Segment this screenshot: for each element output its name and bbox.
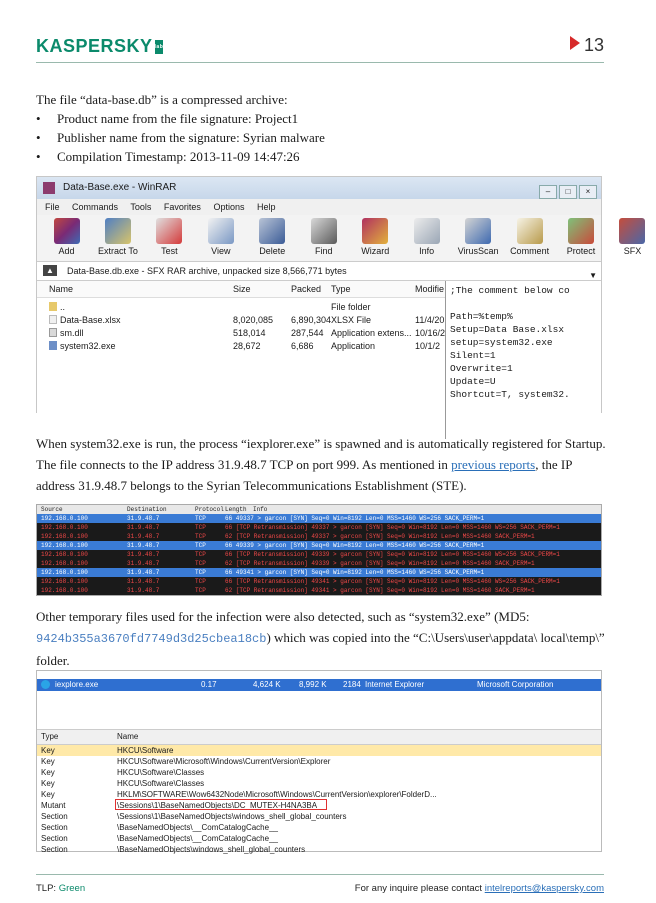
delete-button[interactable]: Delete — [249, 215, 296, 256]
handle-row[interactable] — [37, 745, 601, 756]
page-number — [570, 35, 604, 56]
packet-proto: TCP — [195, 515, 206, 522]
virusscan-icon — [465, 218, 491, 244]
handle-name: HKCU\Software\Classes — [117, 779, 205, 788]
test-icon — [156, 218, 182, 244]
col-modified[interactable]: Modifie — [415, 284, 445, 294]
minimize-icon[interactable]: – — [539, 185, 557, 199]
packet-proto: TCP — [195, 524, 206, 531]
handle-row[interactable] — [37, 811, 601, 822]
packet-dst: 31.9.48.7 — [127, 542, 160, 549]
find-icon — [311, 218, 337, 244]
process-list — [37, 671, 601, 730]
table-row[interactable]: .. File folder — [37, 301, 445, 314]
packet-row[interactable] — [37, 586, 601, 595]
maximize-icon[interactable]: □ — [559, 185, 577, 199]
close-icon[interactable]: × — [579, 185, 597, 199]
page-arrow-icon — [570, 36, 580, 50]
intro-lead: The file “data-base.db” is a compressed archive: — [36, 92, 288, 107]
packet-capture-screenshot — [36, 504, 602, 596]
handle-type: Key — [41, 779, 55, 788]
handle-type: Section — [41, 845, 68, 854]
menu-favorites[interactable]: Favorites — [163, 202, 201, 212]
handle-name: HKCU\Software\Classes — [117, 768, 205, 777]
handle-name: \BaseNamedObjects\__ComCatalogCache__ — [117, 834, 278, 843]
test-button[interactable]: Test — [146, 215, 193, 256]
capture-header: Source Destination Protocol Length Info — [37, 505, 601, 514]
kaspersky-logo — [36, 36, 163, 57]
packet-info: 66 49339 > garcon [SYN] Seq=0 Win=8192 Len=0 MSS=1460 WS=256 SACK_PERM=1 — [225, 542, 485, 549]
packet-info: 66 [TCP Retransmission] 49341 > garcon [SYN] Seq=0 Win=8192 Len=0 MSS=1460 WS=256 SACK_PERM=1 — [225, 578, 560, 585]
col-type[interactable]: Type — [331, 284, 351, 294]
up-folder-icon[interactable]: ▲ — [43, 265, 57, 276]
ie-icon — [41, 680, 50, 689]
packet-row[interactable] — [37, 568, 601, 577]
footer-contact: For any inquire please contact intelreports@kaspersky.com — [354, 883, 604, 894]
packet-src: 192.168.0.100 — [41, 587, 88, 594]
handle-row[interactable] — [37, 844, 601, 855]
window-controls — [537, 181, 597, 203]
table-row[interactable]: Data-Base.xlsx 8,020,085 6,890,304 XLSX File 11/4/20 — [37, 314, 445, 327]
packet-row[interactable] — [37, 559, 601, 568]
handle-type: Section — [41, 812, 68, 821]
packet-src: 192.168.0.100 — [41, 524, 88, 531]
protect-icon — [568, 218, 594, 244]
handle-row[interactable] — [37, 833, 601, 844]
packet-info: 66 49337 > garcon [SYN] Seq=0 Win=8192 Len=0 MSS=1460 WS=256 SACK_PERM=1 — [225, 515, 485, 522]
extract-to-button[interactable]: Extract To — [94, 215, 141, 256]
filelist-header — [37, 281, 445, 298]
find-button[interactable]: Find — [300, 215, 347, 256]
file-icon — [49, 315, 57, 324]
packet-dst: 31.9.48.7 — [127, 560, 160, 567]
col-name[interactable]: Name — [117, 732, 139, 741]
temp-files-paragraph: Other temporary files used for the infection were also detected, such as “system32.exe” (MD5: 9424b355a3670fd7749d3d25cbea18cb) which was copied into the “C:\Users\user\appdata\ local\temp\” folder. — [36, 609, 605, 668]
bullet-item: • Compilation Timestamp: 2013-11-09 14:47:26 — [36, 147, 608, 166]
packet-proto: TCP — [195, 587, 206, 594]
packet-dst: 31.9.48.7 — [127, 533, 160, 540]
packet-src: 192.168.0.100 — [41, 569, 88, 576]
packet-row[interactable] — [37, 532, 601, 541]
col-name[interactable]: Name — [49, 284, 74, 294]
wizard-icon — [362, 218, 388, 244]
handle-name: \BaseNamedObjects\__ComCatalogCache__ — [117, 823, 278, 832]
packet-info: 66 49341 > garcon [SYN] Seq=0 Win=8192 Len=0 MSS=1460 WS=256 SACK_PERM=1 — [225, 569, 485, 576]
packet-dst: 31.9.48.7 — [127, 524, 160, 531]
packet-src: 192.168.0.100 — [41, 533, 88, 540]
winrar-titlebar — [37, 177, 601, 199]
handle-name: HKLM\SOFTWARE\Wow6432Node\Microsoft\Windows\CurrentVersion\explorer\FolderD... — [117, 790, 437, 799]
md5-hash: 9424b355a3670fd7749d3d25cbea18cb — [36, 632, 267, 646]
handle-type: Section — [41, 823, 68, 832]
sfx-button[interactable]: SFX — [609, 215, 656, 256]
packet-proto: TCP — [195, 569, 206, 576]
handles-rows — [37, 745, 601, 855]
handle-type: Key — [41, 746, 55, 755]
handle-name: \BaseNamedObjects\windows_shell_global_counters — [117, 845, 306, 854]
chevron-down-icon[interactable]: ▼ — [589, 271, 597, 280]
handles-header — [37, 730, 601, 745]
winrar-screenshot — [36, 176, 642, 413]
handle-row[interactable] — [37, 767, 601, 778]
winrar-app-icon — [43, 182, 55, 194]
menu-options[interactable]: Options — [213, 202, 245, 212]
process-row-iexplore[interactable]: iexplore.exe 0.17 4,624 K 8,992 K 2184 Internet Explorer Microsoft Corporation — [37, 679, 601, 691]
packet-row[interactable] — [37, 577, 601, 586]
process-explorer-screenshot — [36, 670, 602, 852]
packet-src: 192.168.0.100 — [41, 551, 88, 558]
virusscan-button[interactable]: VirusScan — [455, 215, 502, 256]
sfx-icon — [619, 218, 645, 244]
packet-proto: TCP — [195, 560, 206, 567]
add-button[interactable]: Add — [43, 215, 90, 256]
logo-text: KASPERSKY — [36, 36, 153, 56]
packet-row[interactable] — [37, 523, 601, 532]
logo-badge: lab — [155, 40, 163, 54]
filelist-rows — [37, 298, 445, 353]
handle-type: Key — [41, 790, 55, 799]
folder-icon — [49, 302, 57, 311]
packet-dst: 31.9.48.7 — [127, 515, 160, 522]
packet-proto: TCP — [195, 533, 206, 540]
winrar-title: Data-Base.exe - WinRAR — [63, 182, 177, 193]
packet-info: 62 [TCP Retransmission] 49341 > garcon [SYN] Seq=0 Win=8192 Len=0 MSS=1460 SACK_PERM=1 — [225, 587, 535, 594]
winrar-toolbar — [37, 215, 642, 262]
menu-file[interactable]: File — [45, 202, 60, 212]
capture-rows — [37, 514, 601, 595]
handle-name: HKCU\Software\Microsoft\Windows\CurrentVersion\Explorer — [117, 757, 331, 766]
intro-bullets — [36, 109, 608, 166]
handle-row[interactable] — [37, 822, 601, 833]
comment-button[interactable]: Comment — [506, 215, 553, 256]
packet-src: 192.168.0.100 — [41, 560, 88, 567]
contact-email-link[interactable]: intelreports@kaspersky.com — [484, 883, 604, 894]
execution-paragraph: When system32.exe is run, the process “iexplorer.exe” is spawned and is automatically registered for Startup. The file connects to the IP address 31.9.48.7 TCP on port 999. As mentioned in previous reports, the IP address 31.9.48.7 belongs to the Syrian Telecommunications Establishment (STE). — [36, 436, 606, 493]
winrar-menubar — [37, 199, 601, 215]
packet-src: 192.168.0.100 — [41, 542, 88, 549]
footer — [36, 883, 604, 894]
exe-icon — [49, 341, 57, 350]
packet-info: 62 [TCP Retransmission] 49337 > garcon [SYN] Seq=0 Win=8192 Len=0 MSS=1460 SACK_PERM=1 — [225, 533, 535, 540]
tlp-value: Green — [58, 883, 86, 894]
table-row[interactable]: sm.dll 518,014 287,544 Application extens... 10/16/2 — [37, 327, 445, 340]
handle-type: Key — [41, 768, 55, 777]
protect-button[interactable]: Protect — [558, 215, 605, 256]
view-button[interactable]: View — [197, 215, 244, 256]
tlp-label: TLP: — [36, 883, 59, 894]
packet-proto: TCP — [195, 551, 206, 558]
packet-info: 66 [TCP Retransmission] 49337 > garcon [SYN] Seq=0 Win=8192 Len=0 MSS=1460 WS=256 SACK_PERM=1 — [225, 524, 560, 531]
header-divider — [36, 62, 604, 63]
packet-src: 192.168.0.100 — [41, 515, 88, 522]
packet-dst: 31.9.48.7 — [127, 569, 160, 576]
mutex-highlight-box — [115, 799, 327, 810]
packet-info: 66 [TCP Retransmission] 49339 > garcon [SYN] Seq=0 Win=8192 Len=0 MSS=1460 WS=256 SACK_PERM=1 — [225, 551, 560, 558]
menu-commands[interactable]: Commands — [72, 202, 119, 212]
info-button[interactable]: Info — [403, 215, 450, 256]
handle-row[interactable] — [37, 756, 601, 767]
winrar-pathbar[interactable] — [37, 262, 601, 281]
packet-info: 62 [TCP Retransmission] 49339 > garcon [SYN] Seq=0 Win=8192 Len=0 MSS=1460 SACK_PERM=1 — [225, 560, 535, 567]
handle-row[interactable] — [37, 778, 601, 789]
page-number-text: 13 — [583, 35, 604, 55]
handle-type: Mutant — [41, 801, 66, 810]
handle-name: \Sessions\1\BaseNamedObjects\windows_shell_global_counters — [117, 812, 347, 821]
info-icon — [414, 218, 440, 244]
packet-proto: TCP — [195, 578, 206, 585]
handle-type: Section — [41, 834, 68, 843]
comment-icon — [517, 218, 543, 244]
table-row[interactable]: system32.exe 28,672 6,686 Application 10/1/2 — [37, 340, 445, 353]
previous-reports-link[interactable]: previous reports — [451, 457, 536, 472]
col-packed[interactable]: Packed — [291, 284, 322, 294]
packet-row[interactable] — [37, 550, 601, 559]
handle-type: Key — [41, 757, 55, 766]
menu-tools[interactable]: Tools — [130, 202, 152, 212]
extract-icon — [105, 218, 131, 244]
packet-dst: 31.9.48.7 — [127, 578, 160, 585]
view-icon — [208, 218, 234, 244]
bullet-item: • Publisher name from the signature: Syrian malware — [36, 128, 608, 147]
packet-row[interactable] — [37, 541, 601, 550]
handle-name: HKCU\Software — [117, 746, 174, 755]
archive-path: Data-Base.db.exe - SFX RAR archive, unpacked size 8,566,771 bytes — [67, 266, 347, 276]
packet-dst: 31.9.48.7 — [127, 587, 160, 594]
handle-name: \Sessions\1\BaseNamedObjects\DC_MUTEX-H4NA3BA — [117, 801, 318, 810]
mutex-row[interactable] — [37, 800, 601, 811]
footer-divider — [36, 874, 604, 875]
col-type[interactable]: Type — [41, 732, 59, 741]
archive-add-icon — [54, 218, 80, 244]
packet-src: 192.168.0.100 — [41, 578, 88, 585]
menu-help[interactable]: Help — [257, 202, 276, 212]
dll-icon — [49, 328, 57, 337]
packet-row[interactable] — [37, 514, 601, 523]
col-size[interactable]: Size — [233, 284, 251, 294]
wizard-button[interactable]: Wizard — [352, 215, 399, 256]
packet-dst: 31.9.48.7 — [127, 551, 160, 558]
archive-comment-panel: ;The comment below co Path=%temp% Setup=Data Base.xlsx setup=system32.exe Silent=1 Overwrite=1 Update=U Shortcut=T, system32. — [445, 281, 600, 439]
winrar-filelist — [37, 281, 601, 436]
bullet-item: • Product name from the file signature: Project1 — [36, 109, 608, 128]
packet-proto: TCP — [195, 542, 206, 549]
delete-icon — [259, 218, 285, 244]
intro-section — [36, 90, 608, 166]
